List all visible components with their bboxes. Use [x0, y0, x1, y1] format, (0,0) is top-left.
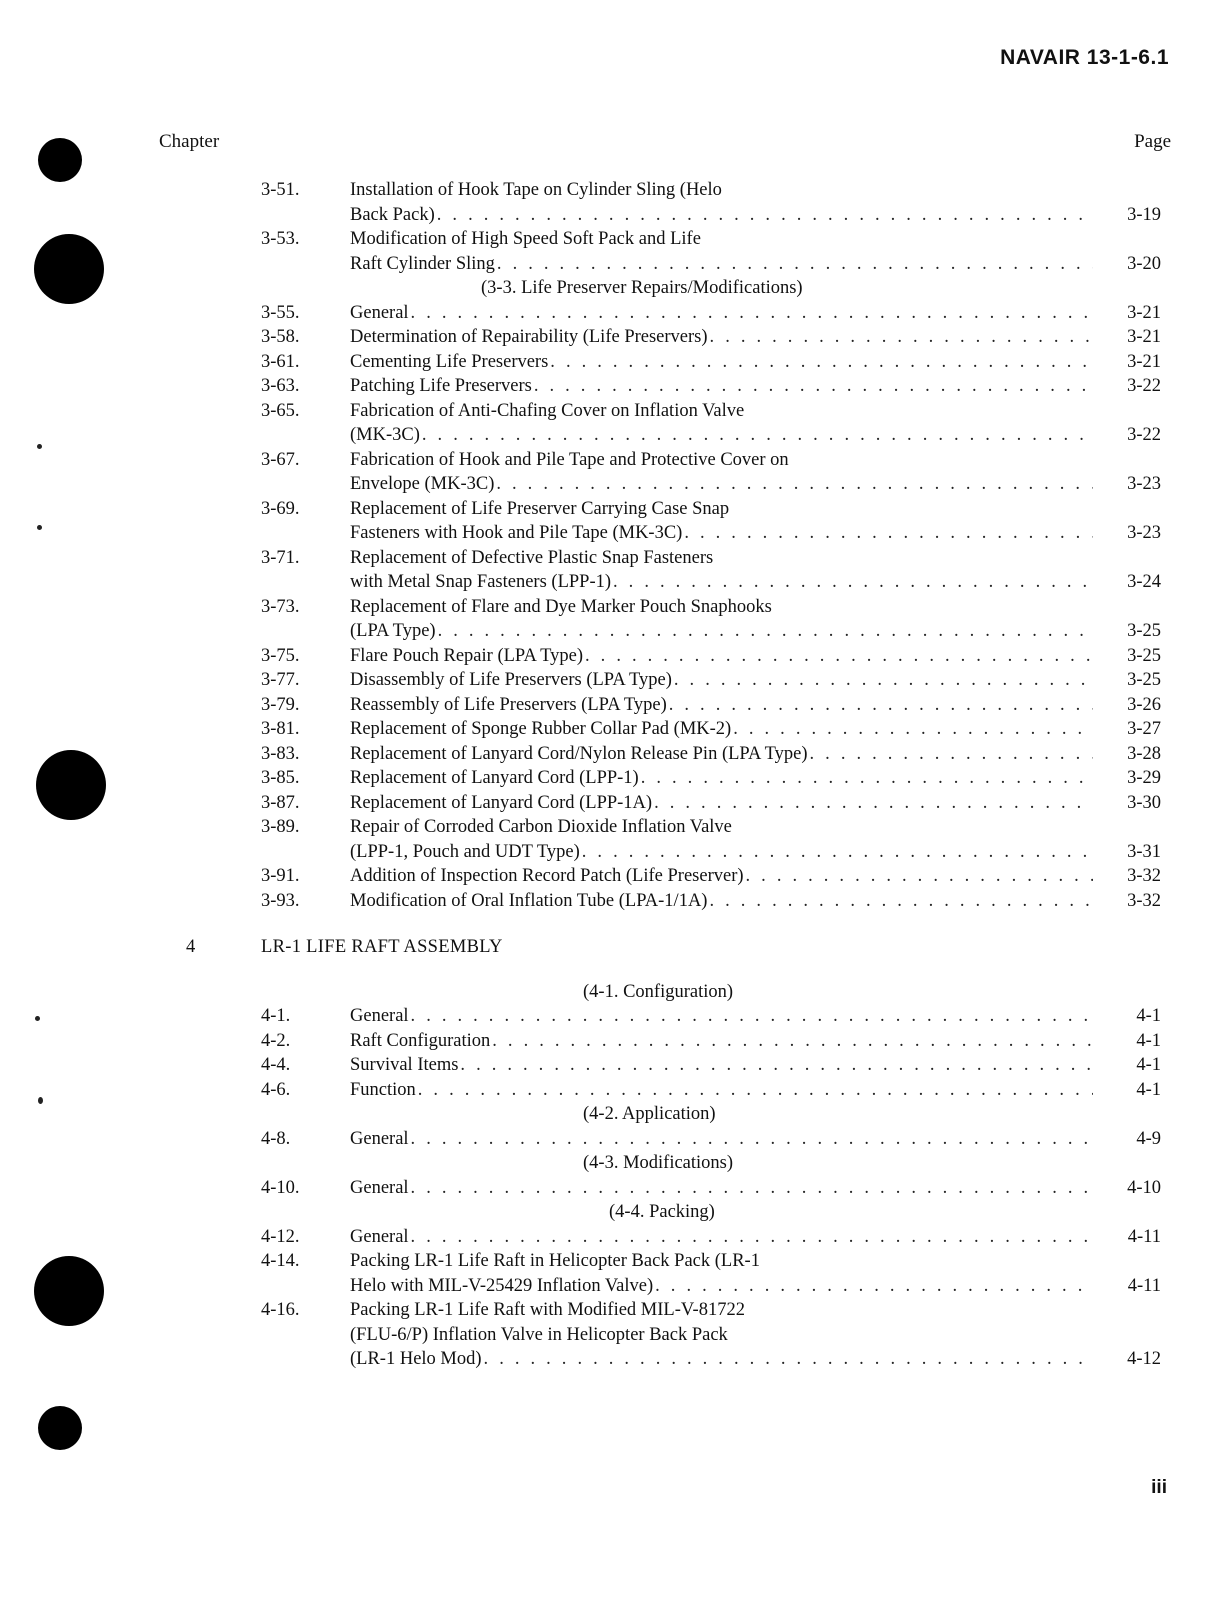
toc-entry[interactable]	[0, 1004, 1223, 1029]
entry-title: Modification of Oral Inflation Tube (LPA-1/1A)	[350, 890, 708, 911]
entry-page: 3-22	[1127, 376, 1161, 396]
toc-entry[interactable]	[0, 1029, 1223, 1054]
entry-page: 4-11	[1127, 1226, 1161, 1247]
leader-dots	[438, 619, 1093, 644]
toc-entry[interactable]	[0, 350, 1223, 375]
entry-page: 4-10	[1127, 1177, 1161, 1198]
leader-dots	[418, 1078, 1093, 1103]
entry-number: 4-10.	[261, 1177, 300, 1198]
entry-number: 3-63.	[261, 376, 300, 396]
entry-page: 3-23	[1127, 523, 1161, 543]
page-number: iii	[1151, 1477, 1167, 1498]
entry-number: 4-1.	[261, 1006, 291, 1026]
leader-dots	[422, 423, 1093, 448]
entry-number: 3-55.	[261, 302, 300, 323]
entry-title: Disassembly of Life Preservers (LPA Type)	[350, 670, 672, 690]
entry-title: Fabrication of Anti-Chafing Cover on Inflation Valve	[350, 400, 745, 421]
leader-dots	[411, 1225, 1093, 1250]
entry-number: 3-83.	[261, 743, 300, 764]
entry-number: 3-67.	[261, 449, 300, 470]
entry-title: Replacement of Lanyard Cord (LPP-1A)	[350, 792, 653, 813]
entry-number: 3-73.	[261, 596, 300, 617]
entry-page: 3-31	[1127, 841, 1161, 862]
entry-page: 3-24	[1127, 572, 1161, 592]
entry-number: 3-69.	[261, 498, 300, 519]
leader-dots	[550, 350, 1093, 375]
entry-number: 3-58.	[261, 327, 300, 347]
entry-page: 3-29	[1127, 768, 1161, 788]
toc-entry[interactable]	[0, 791, 1223, 816]
entry-page: 3-21	[1127, 302, 1161, 323]
entry-title: Repair of Corroded Carbon Dioxide Inflation Valve	[350, 817, 732, 837]
entry-number: 3-79.	[261, 694, 300, 715]
binder-hole-5	[38, 1406, 82, 1450]
entry-title: Replacement of Flare and Dye Marker Pouch Snaphooks	[350, 596, 772, 617]
entry-page: 3-25	[1127, 670, 1161, 690]
entry-page: 4-9	[1136, 1128, 1161, 1149]
entry-title: General	[350, 1177, 409, 1198]
leader-dots	[411, 1127, 1093, 1152]
leader-dots	[437, 203, 1093, 228]
leader-dots	[655, 1274, 1093, 1299]
toc-entry[interactable]	[0, 301, 1223, 326]
leader-dots	[411, 1176, 1093, 1201]
entry-title: General	[350, 1128, 409, 1149]
toc-entry[interactable]	[0, 374, 1223, 399]
entry-number: 3-91.	[261, 866, 300, 886]
entry-page: 4-1	[1136, 1079, 1161, 1100]
entry-title: (LPA Type)	[350, 621, 436, 641]
entry-page: 3-21	[1127, 351, 1161, 372]
leader-dots	[641, 766, 1093, 791]
entry-title: Installation of Hook Tape on Cylinder Sling (Helo	[350, 180, 722, 200]
toc-entry[interactable]	[0, 1249, 1223, 1298]
entry-page: 3-25	[1127, 621, 1161, 641]
document-number: NAVAIR 13-1-6.1	[1000, 46, 1169, 69]
entry-number: 4-6.	[261, 1079, 291, 1100]
toc-entry[interactable]	[0, 668, 1223, 693]
entry-title: Packing LR-1 Life Raft in Helicopter Back Pack (LR-1	[350, 1251, 760, 1271]
entry-title: General	[350, 302, 409, 323]
entry-title: Addition of Inspection Record Patch (Life Preserver)	[350, 866, 744, 886]
entry-number: 3-51.	[261, 180, 300, 200]
toc-entry[interactable]	[0, 595, 1223, 644]
entry-title: Patching Life Preservers	[350, 376, 532, 396]
leader-dots	[411, 1004, 1093, 1029]
entry-page: 3-30	[1127, 792, 1161, 813]
entry-title: Determination of Repairability (Life Preservers)	[350, 327, 708, 347]
entry-number: 4-8.	[261, 1128, 291, 1149]
section-heading: (4-3. Modifications)	[583, 1153, 734, 1173]
leader-dots	[460, 1053, 1093, 1078]
toc-entry[interactable]	[0, 889, 1223, 914]
leader-dots	[484, 1347, 1093, 1372]
toc-entry[interactable]	[0, 399, 1223, 448]
entry-number: 3-75.	[261, 645, 300, 666]
leader-dots	[674, 668, 1093, 693]
toc-entry[interactable]	[0, 1298, 1223, 1372]
entry-title: Replacement of Lanyard Cord (LPP-1)	[350, 768, 639, 788]
entry-title: Survival Items	[350, 1055, 459, 1075]
entry-page: 3-22	[1127, 425, 1161, 445]
leader-dots	[497, 252, 1093, 277]
entry-title: (LR-1 Helo Mod)	[350, 1349, 482, 1369]
entry-title: General	[350, 1226, 409, 1247]
entry-number: 4-16.	[261, 1300, 300, 1320]
entry-number: 4-14.	[261, 1251, 300, 1271]
chapter-title: LR-1 LIFE RAFT ASSEMBLY	[261, 937, 503, 957]
leader-dots	[613, 570, 1093, 595]
toc-entry[interactable]	[0, 815, 1223, 864]
entry-title: Replacement of Defective Plastic Snap Fasteners	[350, 547, 714, 568]
entry-title: Fabrication of Hook and Pile Tape and Protective Cover on	[350, 449, 789, 470]
entry-number: 3-61.	[261, 351, 300, 372]
chapter-column-heading: Chapter	[159, 131, 220, 152]
entry-page: 4-12	[1127, 1349, 1161, 1369]
entry-title: Back Pack)	[350, 204, 435, 225]
entry-page: 3-32	[1127, 866, 1161, 886]
leader-dots	[810, 742, 1093, 767]
toc-entry[interactable]	[0, 1127, 1223, 1152]
entry-number: 4-12.	[261, 1226, 300, 1247]
entry-title: Modification of High Speed Soft Pack and Life	[350, 229, 701, 249]
entry-page: 3-19	[1127, 204, 1161, 225]
chapter-heading[interactable]	[0, 935, 1223, 960]
leader-dots	[585, 644, 1093, 669]
entry-title: General	[350, 1006, 409, 1026]
entry-page: 3-32	[1127, 890, 1161, 911]
toc-entry[interactable]	[0, 693, 1223, 718]
section-heading: (3-3. Life Preserver Repairs/Modifications)	[481, 278, 803, 298]
entry-number: 4-4.	[261, 1055, 291, 1075]
entry-title: Helo with MIL-V-25429 Inflation Valve)	[350, 1275, 654, 1296]
entry-page: 3-20	[1127, 253, 1161, 274]
toc-entry[interactable]	[0, 1176, 1223, 1201]
entry-title: Packing LR-1 Life Raft with Modified MIL-V-81722	[350, 1300, 745, 1320]
entry-page: 4-1	[1136, 1030, 1161, 1051]
entry-title: with Metal Snap Fasteners (LPP-1)	[350, 572, 612, 592]
section-heading: (4-2. Application)	[583, 1104, 716, 1124]
section-heading: (4-4. Packing)	[609, 1202, 715, 1222]
entry-page: 3-21	[1127, 327, 1161, 347]
entry-page: 3-28	[1127, 743, 1161, 764]
entry-number: 3-87.	[261, 792, 300, 813]
page-column-heading: Page	[1134, 131, 1171, 152]
entry-title: Envelope (MK-3C)	[350, 474, 495, 494]
entry-title: Function	[350, 1079, 416, 1100]
section-heading: (4-1. Configuration)	[583, 981, 734, 1002]
binder-hole-1	[38, 138, 82, 182]
toc-entry[interactable]	[0, 325, 1223, 350]
toc-entry[interactable]	[0, 448, 1223, 497]
entry-number: 3-81.	[261, 719, 300, 739]
entry-number: 3-71.	[261, 547, 300, 568]
entry-page: 3-23	[1127, 474, 1161, 494]
entry-title: Raft Cylinder Sling	[350, 253, 495, 274]
entry-title: (MK-3C)	[350, 425, 420, 445]
entry-page: 4-11	[1127, 1275, 1161, 1296]
toc-entry[interactable]	[0, 178, 1223, 227]
toc-entry[interactable]	[0, 546, 1223, 595]
toc-entry[interactable]	[0, 717, 1223, 742]
entry-page: 3-26	[1127, 694, 1161, 715]
leader-dots	[669, 693, 1093, 718]
entry-title: Replacement of Lanyard Cord/Nylon Release Pin (LPA Type)	[350, 743, 808, 764]
entry-title: Replacement of Sponge Rubber Collar Pad (MK-2)	[350, 719, 732, 739]
leader-dots	[733, 717, 1093, 742]
entry-title: Fasteners with Hook and Pile Tape (MK-3C)	[350, 523, 683, 543]
leader-dots	[534, 374, 1093, 399]
leader-dots	[496, 472, 1093, 497]
toc-entry[interactable]	[0, 644, 1223, 669]
toc-entry[interactable]	[0, 227, 1223, 276]
toc-entry[interactable]	[0, 864, 1223, 889]
entry-title: Flare Pouch Repair (LPA Type)	[350, 645, 584, 666]
entry-title: Cementing Life Preservers	[350, 351, 549, 372]
leader-dots	[710, 325, 1093, 350]
entry-title: Reassembly of Life Preservers (LPA Type)	[350, 694, 667, 715]
entry-title: (FLU-6/P) Inflation Valve in Helicopter Back Pack	[350, 1324, 728, 1345]
toc-entry[interactable]	[0, 1225, 1223, 1250]
entry-number: 3-93.	[261, 890, 300, 911]
leader-dots	[492, 1029, 1093, 1054]
entry-title: Raft Configuration	[350, 1030, 491, 1051]
entry-number: 3-77.	[261, 670, 300, 690]
leader-dots	[411, 301, 1093, 326]
entry-title: (LPP-1, Pouch and UDT Type)	[350, 841, 580, 862]
entry-title: Replacement of Life Preserver Carrying Case Snap	[350, 498, 730, 519]
toc-entry[interactable]	[0, 1078, 1223, 1103]
entry-page: 3-25	[1127, 645, 1161, 666]
entry-number: 3-85.	[261, 768, 300, 788]
leader-dots	[684, 521, 1093, 546]
entry-page: 4-1	[1136, 1055, 1161, 1075]
entry-number: 3-53.	[261, 229, 300, 249]
toc-entry[interactable]	[0, 766, 1223, 791]
leader-dots	[582, 840, 1093, 865]
entry-number: 3-89.	[261, 817, 300, 837]
entry-page: 4-1	[1136, 1006, 1161, 1026]
toc-entry[interactable]	[0, 497, 1223, 546]
leader-dots	[709, 889, 1093, 914]
entry-page: 3-27	[1127, 719, 1161, 739]
entry-number: 3-65.	[261, 400, 300, 421]
leader-dots	[654, 791, 1093, 816]
toc-entry[interactable]	[0, 1053, 1223, 1078]
table-of-contents	[0, 178, 1223, 1372]
leader-dots	[746, 864, 1093, 889]
toc-entry[interactable]	[0, 742, 1223, 767]
entry-number: 4-2.	[261, 1030, 291, 1051]
chapter-number: 4	[186, 937, 196, 957]
